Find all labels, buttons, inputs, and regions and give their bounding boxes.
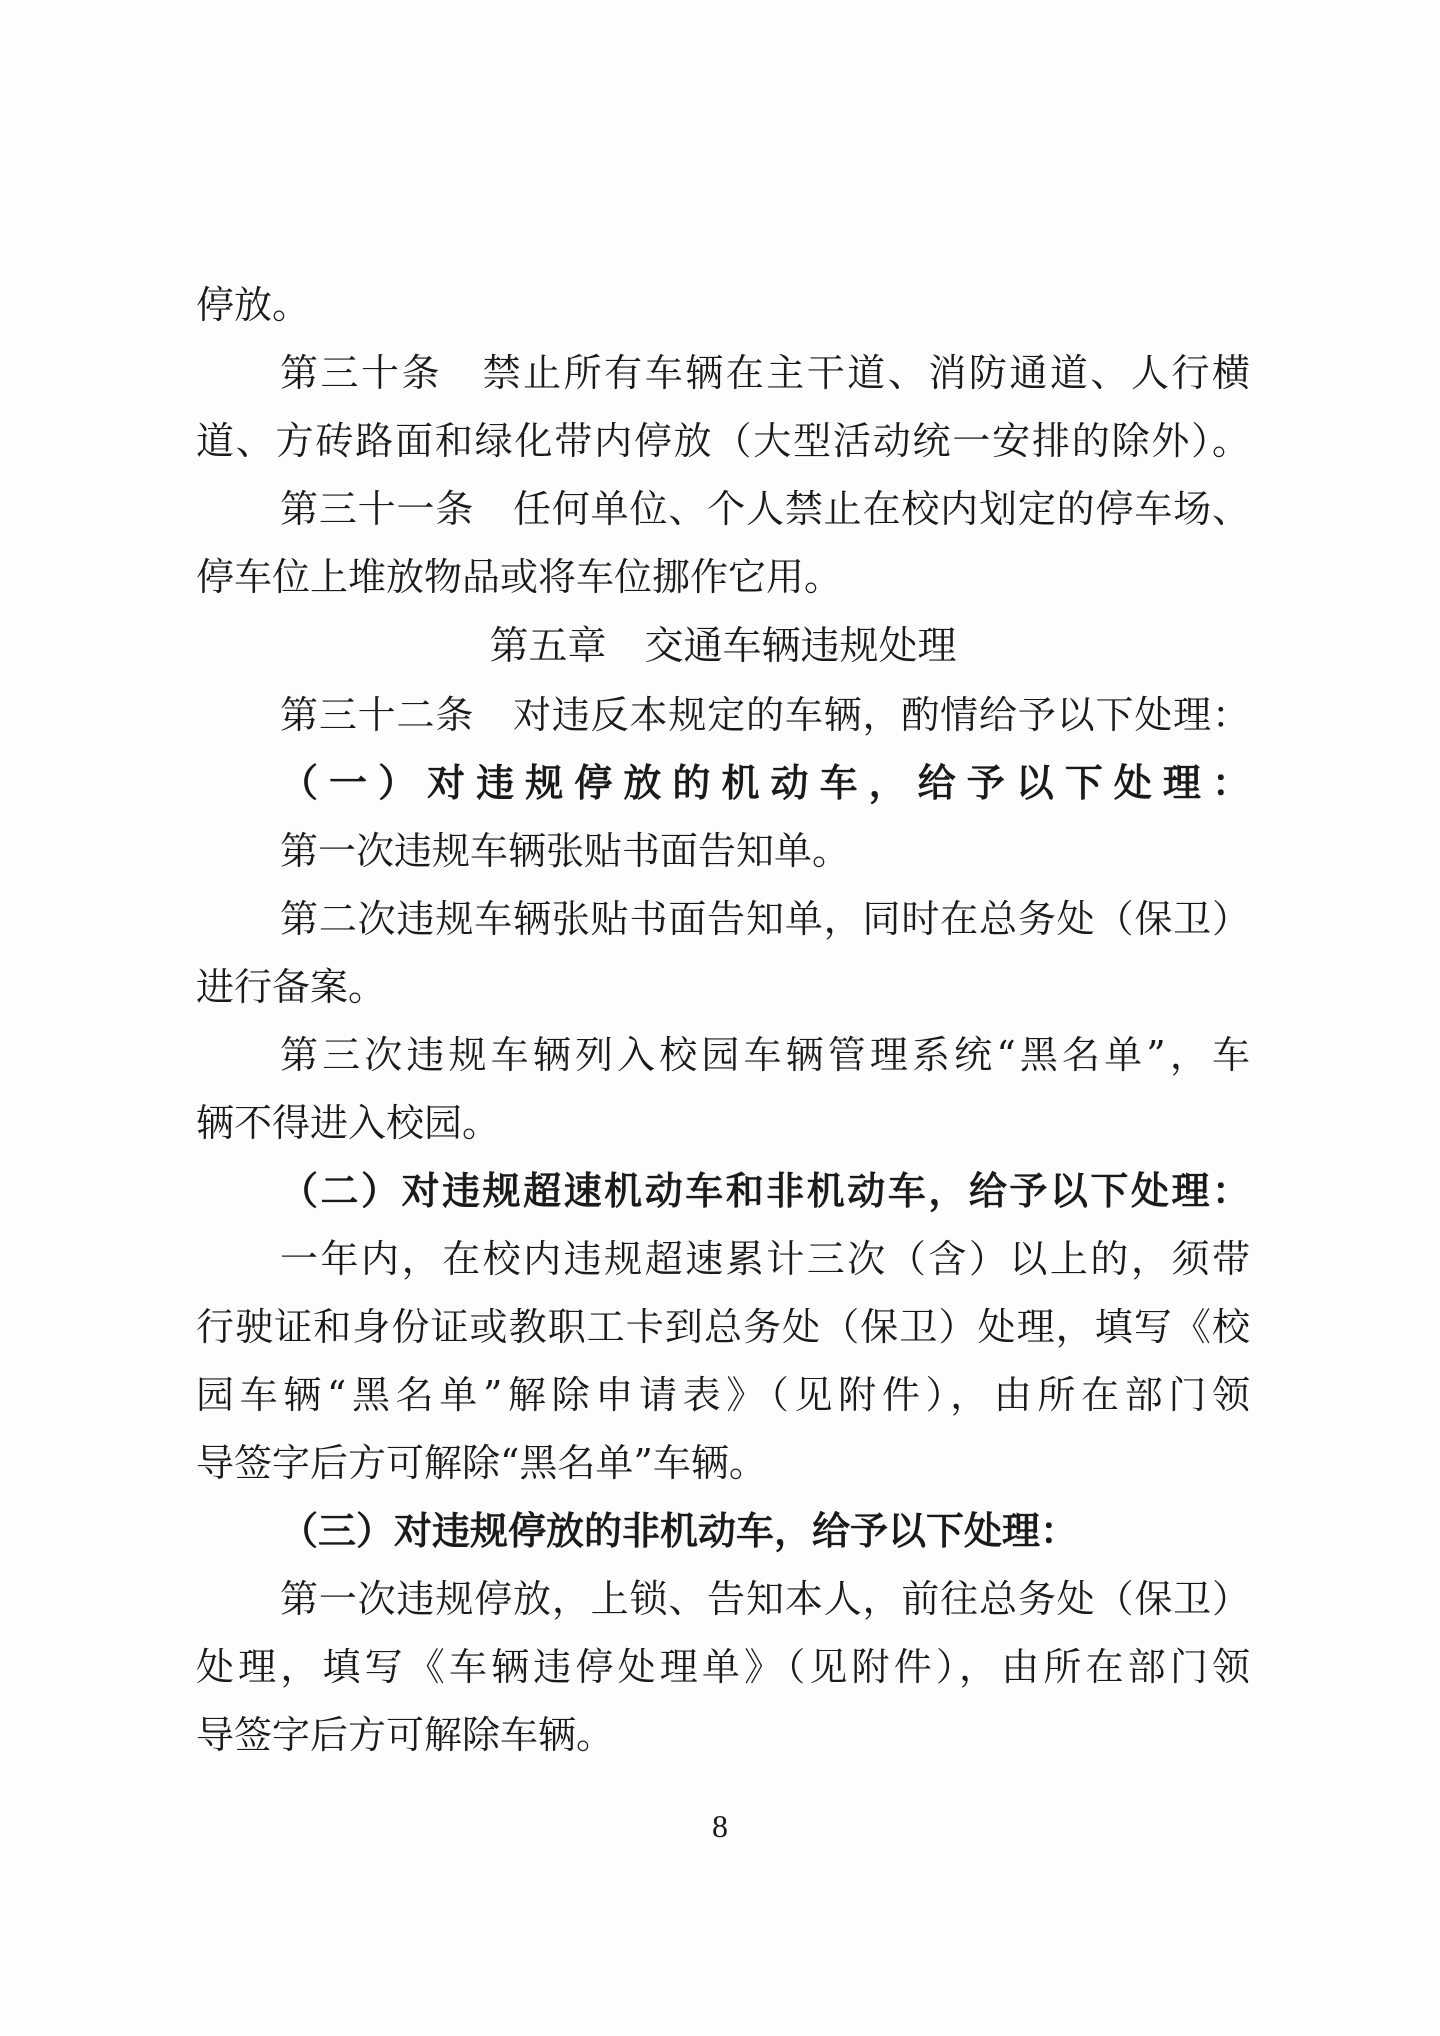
paragraph-line (280, 1224, 1250, 1294)
section-heading-1 (280, 748, 1250, 818)
text-span: 任何单位、个人禁止在校内划定的停车场、 (512, 487, 1250, 531)
article-30-line (280, 338, 1250, 408)
page-number: 8 (712, 1808, 728, 1844)
paragraph-line (196, 1632, 1250, 1702)
text-span: 进行备案。 (196, 965, 387, 1009)
text-span: 停车位上堆放物品或将车位挪作它用。 (196, 555, 843, 599)
text-span: 导签字后方可解除“黑名单”车辆。 (196, 1441, 767, 1485)
paragraph-line (280, 816, 1250, 886)
paragraph-line (280, 884, 1250, 954)
paragraph-line (196, 1700, 1250, 1770)
text-span: 行驶证和身份证或教职工卡到总务处（保卫）处理，填写《校 (196, 1305, 1250, 1349)
article-31-line (280, 474, 1250, 544)
article-number: 第三十二条 (280, 693, 475, 737)
paragraph-line (196, 1428, 1250, 1498)
text-span: 第一次违规车辆张贴书面告知单。 (280, 829, 851, 873)
chapter-heading (196, 612, 1250, 682)
paragraph-line (196, 1292, 1250, 1362)
paragraph-line (196, 406, 1250, 476)
text-span: 园车辆“黑名单”解除申请表》（见附件），由所在部门领 (196, 1373, 1250, 1417)
paragraph-line (196, 952, 1250, 1022)
text-span: （一）对违规停放的机动车，给予以下处理： (280, 760, 1250, 805)
text-span: 第三次违规车辆列入校园车辆管理系统“黑名单”，车 (280, 1033, 1250, 1077)
text-span: 一年内，在校内违规超速累计三次（含）以上的，须带 (280, 1237, 1250, 1281)
article-number: 第三十条 (280, 351, 443, 395)
text-span: 辆不得进入校园。 (196, 1101, 501, 1145)
paragraph-line (196, 1088, 1250, 1158)
paragraph-line (196, 542, 1250, 612)
text-span: （二）对违规超速机动车和非机动车，给予以下处理： (280, 1168, 1250, 1213)
text-span: 处理，填写《车辆违停处理单》（见附件），由所在部门领 (196, 1645, 1250, 1689)
text-span: 第二次违规车辆张贴书面告知单，同时在总务处（保卫） (280, 897, 1250, 941)
section-heading-2 (280, 1156, 1250, 1226)
chapter-number: 第五章 (489, 624, 607, 669)
text-span: 停放。 (196, 283, 311, 327)
text-span: 禁止所有车辆在主干道、消防通道、人行横 (480, 351, 1250, 395)
paragraph-line (280, 1564, 1250, 1634)
chapter-title: 交通车辆违规处理 (644, 624, 957, 669)
section-heading-3 (280, 1496, 1250, 1566)
paragraph-line (280, 1020, 1250, 1090)
text-span: 道、方砖路面和绿化带内停放（大型活动统一安排的除外）。 (196, 419, 1250, 463)
paragraph-line (196, 1360, 1250, 1430)
text-span: 对违反本规定的车辆，酌情给予以下处理： (512, 693, 1250, 737)
paragraph-line (196, 270, 1250, 340)
article-32-line (280, 680, 1250, 750)
text-span: （三）对违规停放的非机动车，给予以下处理： (280, 1508, 1079, 1553)
text-span: 第一次违规停放，上锁、告知本人，前往总务处（保卫） (280, 1577, 1250, 1621)
text-span: 导签字后方可解除车辆。 (196, 1713, 615, 1757)
article-number: 第三十一条 (280, 487, 475, 531)
